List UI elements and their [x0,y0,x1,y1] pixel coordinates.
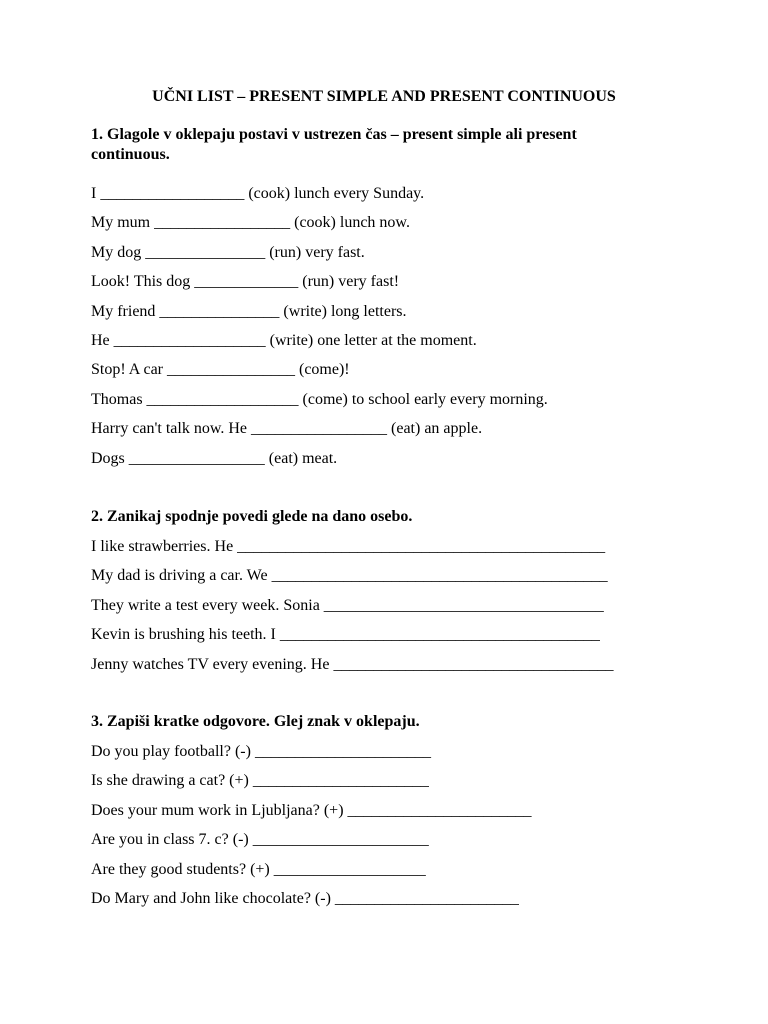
section-3-exercise-list [91,737,532,913]
exercise-1-item: Look! This dog _____________ (run) very fast! [91,273,400,291]
exercise-3-item: Do Mary and John like chocolate? (-) _______________________ [91,890,519,908]
section-3-heading: 3. Zapiši kratke odgovore. Glej znak v oklepaju. [91,713,420,730]
section-1-heading [91,125,691,165]
exercise-2-item: They write a test every week. Sonia ___________________________________ [91,596,604,614]
exercise-3-item: Is she drawing a cat? (+) ______________________ [91,772,429,790]
exercise-1-item: Thomas ___________________ (come) to school early every morning. [91,390,548,408]
exercise-3-item: Are you in class 7. c? (-) ______________________ [91,831,429,849]
exercise-2-item: Kevin is brushing his teeth. I ________________________________________ [91,626,600,644]
exercise-2-item: I like strawberries. He ______________________________________________ [91,538,606,555]
exercise-3-item: Do you play football? (-) ______________________ [91,743,431,760]
section-2-heading: 2. Zanikaj spodnje povedi glede na dano osebo. [91,508,413,525]
exercise-1-item: I __________________ (cook) lunch every Sunday. [91,185,425,202]
exercise-1-item: He ___________________ (write) one letter at the moment. [91,332,477,350]
exercise-2-item: Jenny watches TV every evening. He ___________________________________ [91,655,614,673]
exercise-1-item: My dog _______________ (run) very fast. [91,243,365,261]
exercise-2-item: My dad is driving a car. We __________________________________________ [91,567,608,585]
exercise-1-item: Harry can't talk now. He _________________ (eat) an apple. [91,420,483,438]
section-1-heading-line-2: continuous. [91,146,170,163]
exercise-1-item: Stop! A car ________________ (come)! [91,361,350,379]
exercise-1-item: My mum _________________ (cook) lunch now. [91,214,410,232]
section-2-exercise-list [91,532,613,679]
exercise-1-item: Dogs _________________ (eat) meat. [91,449,338,467]
worksheet-title: UČNI LIST – PRESENT SIMPLE AND PRESENT CONTINUOUS [152,88,616,105]
exercise-3-item: Does your mum work in Ljubljana? (+) _______________________ [91,801,532,819]
exercise-3-item: Are they good students? (+) ___________________ [91,860,426,878]
exercise-1-item: My friend _______________ (write) long letters. [91,302,407,320]
section-1-exercise-list [91,179,548,473]
section-1-heading-line-1: 1. Glagole v oklepaju postavi v ustrezen čas – present simple ali present [91,126,577,143]
